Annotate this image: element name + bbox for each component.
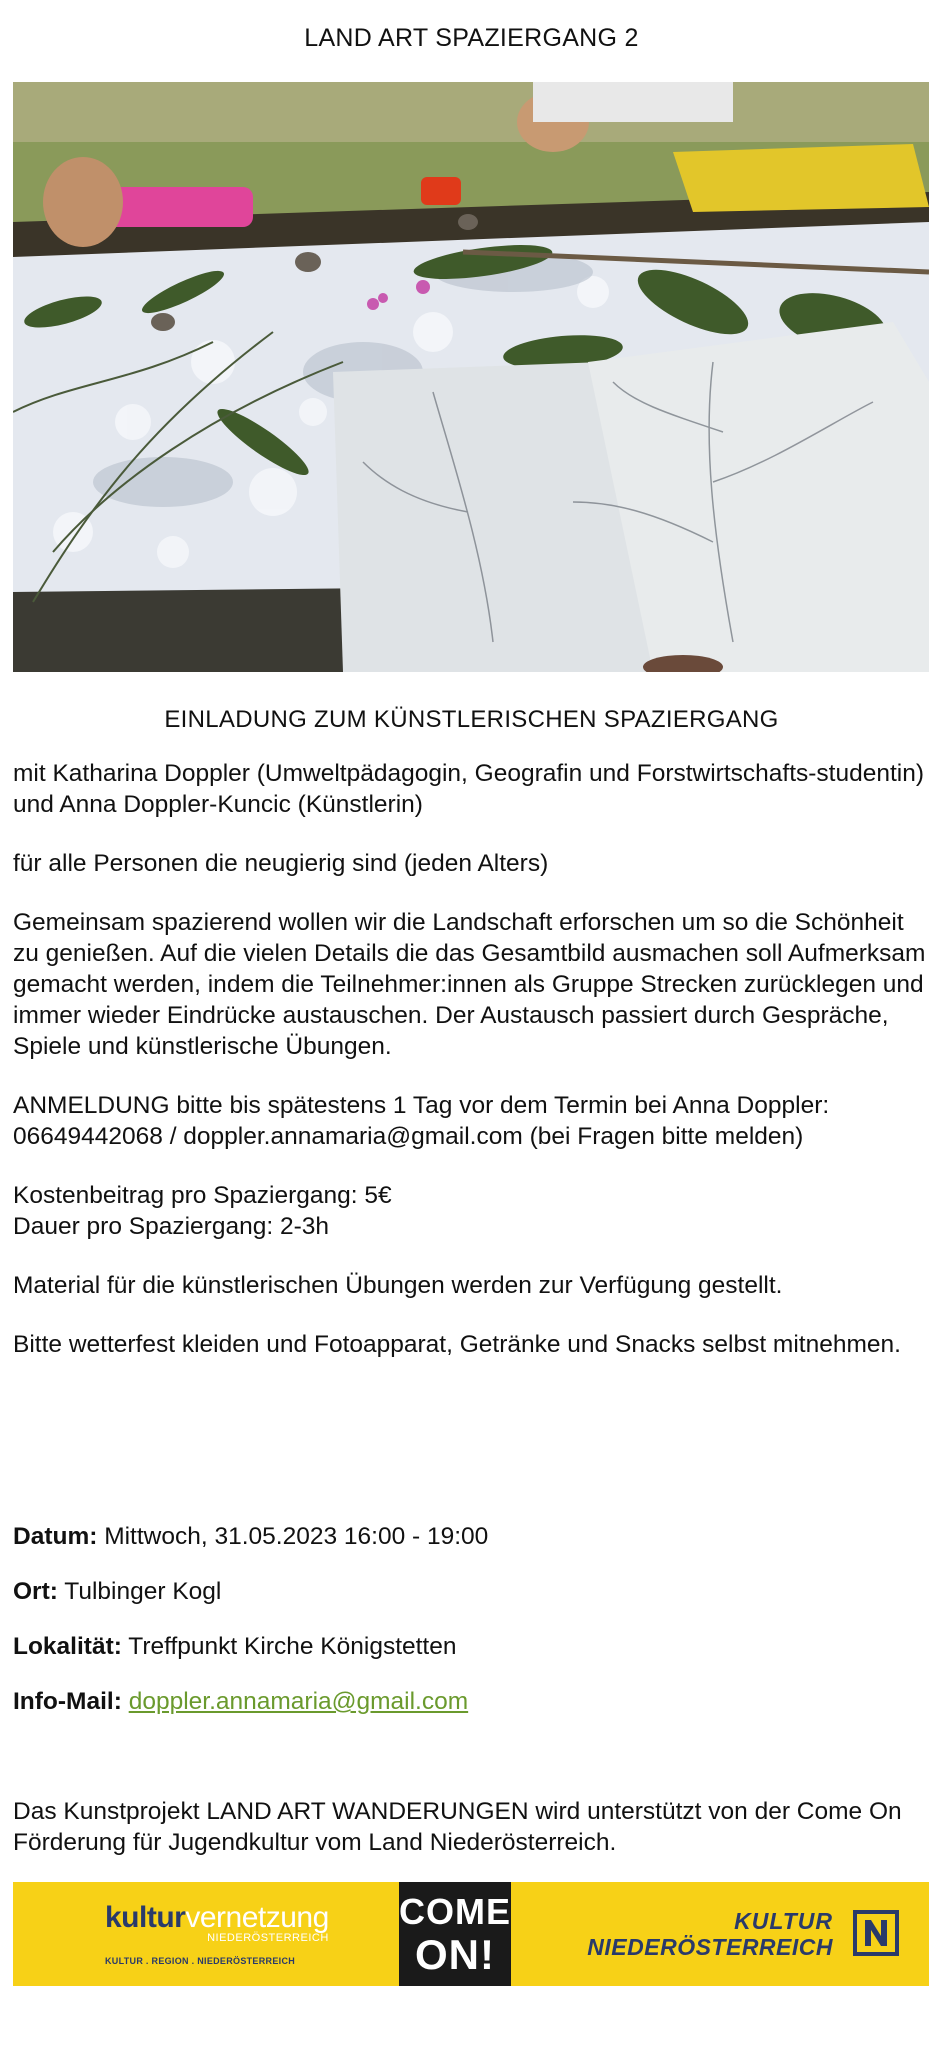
mail-row <box>13 1688 933 1743</box>
come-on-line2: ON! <box>415 1931 495 1978</box>
kultur-noe-line1: KULTUR <box>734 1908 833 1934</box>
place-value: Tulbinger Kogl <box>64 1578 222 1605</box>
invitation-heading: EINLADUNG ZUM KÜNSTLERISCHEN SPAZIERGANG <box>164 706 779 733</box>
location-row <box>13 1633 933 1688</box>
kv-logo-tagline: KULTUR . REGION . NIEDERÖSTERREICH <box>105 1956 296 1966</box>
kv-logo-part2: vernetzung <box>185 1901 329 1934</box>
weather-paragraph: Bitte wetterfest kleiden und Fotoapparat, Getränke und Snacks selbst mitnehmen. <box>13 1331 901 1358</box>
duration-line: Dauer pro Spaziergang: 2-3h <box>13 1213 329 1240</box>
location-label: Lokalität: <box>13 1633 122 1660</box>
kv-logo-region: NIEDERÖSTERREICH <box>207 1932 329 1944</box>
place-row <box>13 1578 933 1633</box>
invitation-text <box>13 758 933 1388</box>
kultur-noe-logo <box>587 1908 833 1960</box>
place-label: Ort: <box>13 1578 58 1605</box>
material-paragraph: Material für die künstlerischen Übungen werden zur Verfügung gestellt. <box>13 1272 783 1299</box>
description-paragraph: Gemeinsam spazierend wollen wir die Landschaft erforschen um so die Schönheit zu genießen. Auf die vielen Details die das Gesamtbild ausmachen soll Aufmerksam gemacht werden, indem die Teilnehmer:innen als Gruppe Strecken zurücklegen und immer wieder Eindrücke austauschen. Der Austausch passiert durch Gespräche, Spiele und künstlerische Übungen. <box>13 909 926 1060</box>
come-on-logo <box>399 1882 511 1986</box>
sponsor-banner <box>13 1882 929 1986</box>
cost-line: Kostenbeitrag pro Spaziergang: 5€ <box>13 1182 392 1209</box>
audience-paragraph: für alle Personen die neugierig sind (jeden Alters) <box>13 850 549 877</box>
event-photo <box>13 82 929 672</box>
date-row <box>13 1523 933 1578</box>
registration-paragraph: ANMELDUNG bitte bis spätestens 1 Tag vor dem Termin bei Anna Doppler: 06649442068 / doppler.annamaria@gmail.com (bei Fragen bitte melden) <box>13 1092 830 1150</box>
mail-label: Info-Mail: <box>13 1688 122 1715</box>
event-details <box>13 1523 933 1743</box>
support-note: Das Kunstprojekt LAND ART WANDERUNGEN wird unterstützt von der Come On Förderung für Jugendkultur vom Land Niederösterreich. <box>13 1798 902 1856</box>
noe-emblem-icon <box>853 1910 899 1956</box>
come-on-line1: COME <box>399 1891 511 1932</box>
kulturvernetzung-logo <box>105 1902 329 1966</box>
organizers-paragraph: mit Katharina Doppler (Umweltpädagogin, Geografin und Forstwirtschafts-studentin) und Anna Doppler-Kuncic (Künstlerin) <box>13 760 925 818</box>
photo-illustration <box>13 82 929 672</box>
date-label: Datum: <box>13 1523 98 1550</box>
location-value: Treffpunkt Kirche Königstetten <box>128 1633 457 1660</box>
kv-logo-part1: kultur <box>105 1901 186 1934</box>
kultur-noe-line2: NIEDERÖSTERREICH <box>587 1934 833 1960</box>
date-value: Mittwoch, 31.05.2023 16:00 - 19:00 <box>104 1523 489 1550</box>
costs-paragraph <box>13 1180 933 1242</box>
page-title: LAND ART SPAZIERGANG 2 <box>304 24 639 52</box>
mail-link[interactable]: doppler.annamaria@gmail.com <box>128 1688 469 1715</box>
